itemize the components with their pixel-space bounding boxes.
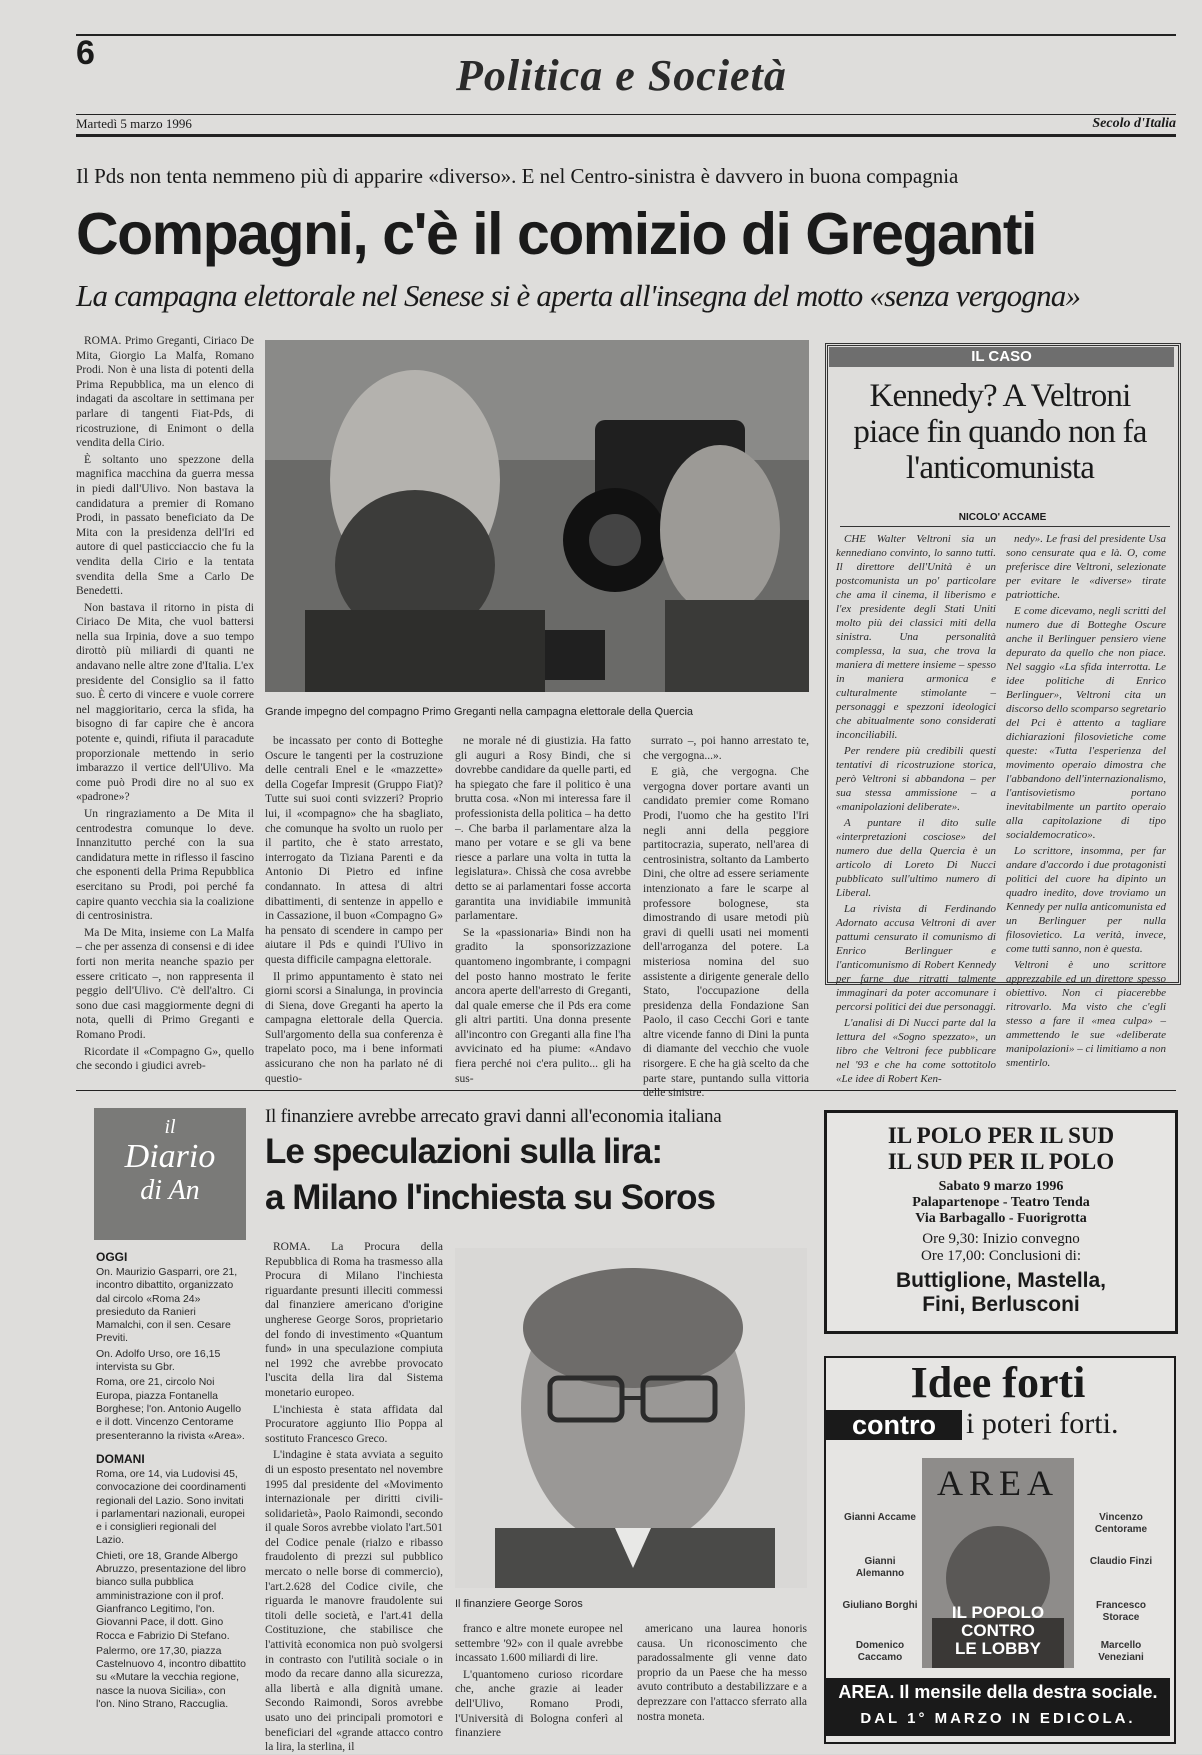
paragraph: La rivista di Ferdinando Adornato accusa Veltroni di aver pattumi censurato il comunismo di Enrico Berlinguer e l'anticomunismo di Robert Kennedy per farne due ritratti talmente immaginari da poter accomunare i percorsi politici dei due personaggi. — [836, 903, 996, 1013]
diario-entry: On. Adolfo Urso, ore 16,15 intervista su Gbr. — [96, 1347, 221, 1374]
paragraph: Se la «passionaria» Bindi non ha gradito la sponsorizzazione quantomeno ingombrante, i compagni del posto hanno mostrato le ferite ancora aperte dell'arresto di Greganti, dal quale emerse che il Pds era come gli altri partiti. Una donna presente all'incontro con Greganti alla fine l'ha avvicinato ed ha piume: «Andavo fiera perché noi c'era pulito... gli ha sus- — [455, 926, 631, 1085]
paragraph: nedy». Le frasi del presidente Usa sono censurate qua e là. O, come preferisce dire Veltroni, selezionate per evitare le «diverse» tirate patriottiche. — [1006, 533, 1166, 601]
lead-col-2 — [265, 734, 443, 1085]
diario-oggi-list — [96, 1266, 246, 1446]
polo-time-1: Ore 9,30: Inizio convegno — [922, 1231, 1080, 1247]
diario-oggi-label: OGGI — [96, 1250, 128, 1264]
paragraph: Ricordate il «Compagno G», quello che secondo i giudici avreb- — [76, 1045, 254, 1073]
paragraph: A puntare il dito sulle «interpretazioni cosciose» del numero due della Quercia è un articolo di Loreto Di Nucci pubblicato sull'ultimo numero di Liberal. — [836, 817, 996, 899]
il-caso-author: NICOLO' ACCAME — [958, 512, 1047, 523]
soros-col-2 — [455, 1622, 623, 1740]
top-rule — [76, 34, 1176, 36]
diario-title-box — [94, 1108, 246, 1240]
area-right-name: Marcello Veneziani — [1098, 1640, 1144, 1663]
lead-col-3 — [455, 734, 631, 1085]
soros-col-1 — [265, 1240, 443, 1754]
area-headline-1: Idee forti — [910, 1358, 1086, 1407]
paragraph: Lo scrittore, insomma, per far andare d'accordo i due protagonisti politici del cuore ha dipinto un quadro inedito, dove troviamo un Kennedy per nulla anticomunista ed un Berlinguer per nulla filosovietico. La verità, invece, come tutti sanno, non è questa. — [1006, 845, 1166, 955]
paragraph: L'indagine è stata avviata a seguito di un esposto presentato nel novembre 1995 dal presidente del «Movimento internazionale per diritti civili-solidarietà», Paolo Raimondi, secondo il quale Soros avrebbe violato l'art.501 del Codice penale (rialzo e ribasso fraudolento di prezzi sul pubblico mercato o nelle borse di commercio), l'art.2.628 del Codice civile, che riguarda le manovre fraudolente sui titoli delle società, e l'art.41 della Costituzione, che stabilisce che l'attività economica non può svolgersi in contrasto con l'utilità sociale o in modo da recare danno alla sicurezza, alla libertà e alla dignità umane. Secondo Raimondi, Soros avrebbe usato uno dei principali promotori e beneficiari del «grande attacco contro la lira, la sterlina, il — [265, 1449, 443, 1754]
paragraph: ROMA. La Procura della Repubblica di Roma ha trasmesso alla Procura di Milano l'inchiesta riguardante presunti illeciti commessi dal finanziere americano d'origine ungherese George Soros, proprietario del fondo di investimento «Quantum fund» in una speculazione compiuta nel 1992 che avrebbe provocato l'uscita della lira dal Sistema monetario europeo. — [265, 1241, 443, 1399]
lead-col-1 — [76, 334, 254, 1073]
issue-date: Martedì 5 marzo 1996 — [76, 116, 192, 131]
page-number: 6 — [76, 34, 95, 72]
il-caso-col-1 — [836, 532, 996, 1085]
area-contro: contro — [826, 1410, 962, 1440]
paragraph: Il primo appuntamento è stato nei giorni scorsi a Sinalunga, in provincia di Siena, dove Greganti ha aperto la campagna elettorale della Quercia. Sull'argomento della sua conferenza è trapelato poco, ma i bene informati assicurano che non ha parlato né di questio- — [265, 970, 443, 1085]
diario-title-di: di An — [140, 1175, 200, 1206]
paragraph: americano una laurea honoris causa. Un riconoscimento che paradossalmente gli venne dato proprio da un Paese che ha messo avuto contributo a destabilizzare e a deprezzare con l'attacco sferrato alla nostra moneta. — [637, 1623, 807, 1723]
area-footer-1: AREA. Il mensile della destra sociale. — [838, 1682, 1158, 1702]
area-right-name: Francesco Storace — [1095, 1600, 1147, 1623]
paper-name: Secolo d'Italia — [1092, 116, 1176, 131]
soros-photo — [455, 1248, 807, 1588]
soros-headline-1: Le speculazioni sulla lira: — [265, 1132, 663, 1171]
section-divider — [76, 1090, 1176, 1091]
paragraph: ROMA. Primo Greganti, Ciriaco De Mita, Giorgio La Malfa, Romano Prodi. Non è una lista di potenti della Prima Repubblica, ma un elenco di indagati da ascoltare in settimana per parlare di tangenti Fiat-Pds, di ricostruzione, di Enimont o della vendita della Cirio. — [76, 335, 254, 450]
paragraph: E come dicevamo, negli scritti del numero due di Botteghe Oscure anche il Berlinguer pensiero viene depurato da quello che non piace. Nel saggio «La sfida interrotta. Le idee politiche di Enrico Berlinguer», Veltroni cita un discorso dello scomparso segretario del Pci è attento a tagliare dichiarazioni filosovietiche come queste: «Tutta l'esperienza del movimento operaio dimostra che l'abbandono dell'internazionalismo, l'antisovietismo portano inevitabilmente un partito operaio alla capitolazione di tipo socialdemocratico». — [1006, 605, 1167, 841]
header-rule-bottom — [76, 134, 1176, 137]
paragraph: surrato –, poi hanno arrestato te, che vergogna...». — [643, 735, 809, 762]
diario-entry: Chieti, ore 18, Grande Albergo Abruzzo, presentazione del libro bianco sulla pubblica amministrazione con il prof. Gianfranco Legitimo, l'on. Giovanni Pace, il dott. Gino Rocca e Fabrizio Di Stefano. — [96, 1549, 247, 1642]
paragraph: Veltroni è uno scrittore apprezzabile ed un direttore spesso obiettivo. Non ci piacerebbe ritrovarlo. Ma visto che c'egli stesso a fare il «mea culpa» – ammettendo le sue «deliberate manipolazioni» – ci limitiamo a non smentirlo. — [1006, 959, 1166, 1069]
polo-line-1: IL POLO PER IL SUD — [887, 1123, 1115, 1148]
diario-entry: Roma, ore 21, circolo Noi Europa, piazza Fontanella Borghese; l'on. Antonio Augello e il dott. Vincenzo Centorame presenteranno la rivista «Area». — [96, 1376, 245, 1442]
soros-headline-2: a Milano l'inchiesta su Soros — [265, 1178, 715, 1217]
lead-kicker: Il Pds non tenta nemmeno più di apparire «diverso». E nel Centro-sinistra è davvero in buona compagnia — [76, 164, 959, 188]
polo-speakers-2: Fini, Berlusconi — [922, 1293, 1080, 1316]
lead-subhead: La campagna elettorale nel Senese si è aperta all'insegna del motto «senza vergogna» — [76, 278, 1081, 313]
paragraph: Non bastava il ritorno in pista di Ciriaco De Mita, che vuol battersi nella sua Irpinia, dove a suo tempo dirottò più miliardi di quanti ne andavano nelle altre zone d'Italia. L'ex presidente del Consiglio sa il fatto suo. È certo di vincere e vuole correre nel maggioritario, cerca la sfida, ha bisogno di far capire che è ancora potente e, quindi, rifiuta il paracadute proporzionale mettendo in serio imbarazzo il vertice dell'Ulivo. Ma come può Prodi dire no al suo ex «padrone»? — [76, 601, 254, 804]
diario-entry: On. Maurizio Gasparri, ore 21, incontro dibattito, organizzato dal circolo «Roma 24» presieduto da Ranieri Mamalchi, con il sen. Cesare Previti. — [96, 1266, 238, 1345]
diario-entry: Palermo, ore 17,30, piazza Castelnuovo 4, incontro dibattito su «Mutare la vecchia regione, nasce la nuova Sicilia», con l'on. Nino Strano, Raccuglia. — [96, 1644, 247, 1711]
paragraph: L'analisi di Di Nucci parte dal la lettura del «Sogno spezzato», un libro che Veltroni fece pubblicare nel '93 e che ha come sottotitolo «Le idee di Robert Ken- — [836, 1017, 996, 1085]
diario-title: Diario — [124, 1138, 216, 1175]
soros-kicker: Il finanziere avrebbe arrecato gravi danni all'economia italiana — [265, 1106, 722, 1127]
paragraph: È soltanto uno spezzone della magnifica macchina da guerra messa in piedi dall'Ulivo. Non bastava la candidatura a premier di Romano Prodi, in passato beneficiato da De Mita con la presidenza dell'Iri ed autore di quel pasticciaccio che fu la vendita della Cirio e la tentata svendita della Sme a Carlo De Benedetti. — [76, 453, 254, 598]
area-magazine-title: AREA — [937, 1463, 1059, 1503]
paragraph: be incassato per conto di Botteghe Oscure le tangenti per la costruzione delle centrali Enel e le «mazzette» della Cogefar Impresit (Gruppo Fiat)? Tutte sui suoi conti svizzeri? Proprio lui, il «compagno» che ha sbagliato, che comunque ha svolto un ruolo per il partito, che è stato arrestato, interrogato da Tiziana Parenti e da Antonio Di Pietro ed infine condannato. In attesa di altri dibattimenti, di sentenze in appello e in Cassazione, il buon «Compagno G» ha pensato di scendere in campo per aiutare il Pds e quindi l'Ulivo in questa difficile campagna elettorale. — [265, 735, 443, 966]
area-right-name: Claudio Finzi — [1089, 1556, 1153, 1567]
diario-title-il: il — [164, 1116, 176, 1138]
section-title: Politica e Società — [456, 51, 787, 100]
paragraph: ne morale né di giustizia. Ha fatto gli auguri a Rosy Bindi, che si dovrebbe candidare da quelle parti, ed ha spiegato che fare il politico è una brutta cosa. «Non mi interessa fare il professionista della politica – ha detto –. Che barba il parlamentare alza la mano per votare e se gli va bene riesce a parlare una volta in tutta la legislatura». Chissà che cosa avrebbe detto se ai parlamentari fosse accorta garantita una invidiabile immunità parlamentare. — [455, 735, 631, 923]
il-caso-divider — [840, 526, 1170, 527]
greganti-photo — [265, 340, 809, 692]
polo-venue-2: Via Barbagallo - Fuorigrotta — [915, 1211, 1087, 1226]
polo-venue-1: Palapartenope - Teatro Tenda — [912, 1195, 1090, 1210]
area-left-name: Giuliano Borghi — [842, 1600, 918, 1611]
il-caso-col-2 — [1006, 532, 1167, 1069]
polo-date: Sabato 9 marzo 1996 — [938, 1179, 1064, 1194]
paragraph: Un ringraziamento a De Mita il centrodestra comunque lo deve. Innanzitutto perché con la sua candidatura mette in riflesso il fascino che esponenti della Prima Repubblica esercitano su Prodi, poi perché fa capire quanto vecchia sia la coalizione di centrosinistra. — [76, 808, 254, 923]
diario-domani-list — [96, 1468, 246, 1740]
paragraph: L'inchiesta è stata affidata dal Procuratore aggiunto Ilio Poppa al sostituto Francesco Greco. — [265, 1403, 443, 1445]
area-left-name: Domenico Caccamo — [855, 1640, 905, 1663]
area-right-name: Vincenzo Centorame — [1094, 1512, 1148, 1535]
area-left-name: Gianni Alemanno — [855, 1556, 905, 1579]
paragraph: Ma De Mita, insieme con La Malfa – che per assenza di consensi e di idee forti non merita neanche spazio per essere criticato –, non rappresenta il peggio dell'Ulivo. C'è dell'altro. Ci sono due casi maggiormente degni di nota, quelli di Primo Greganti e Romano Prodi. — [76, 926, 254, 1041]
il-caso-label: IL CASO — [829, 347, 1174, 367]
il-caso-headline: Kennedy? A Veltroni piace fin quando non fa l'anticomunista — [853, 378, 1147, 486]
area-cover-text-1: IL POPOLO — [951, 1603, 1045, 1622]
area-footer-2: DAL 1° MARZO IN EDICOLA. — [860, 1710, 1136, 1727]
paragraph: CHE Walter Veltroni sia un kennediano convinto, lo sanno tutti. Il direttore dell'Unità è un postcomunista un po' particolare che ama il cinema, il liberismo e l'ex presidente degli Stati Uniti molto più dei classici miti della sinistra. Una personalità complessa, la sua, che trova la maniera di mettere insieme – spesso in maniera armonica e culturalmente stimolante – personaggi e spezzoni ideologici che abitualmente sono considerati inconciliabili. — [836, 533, 996, 741]
area-cover-text-2: CONTRO — [961, 1621, 1035, 1640]
greganti-photo-drawing — [265, 340, 809, 692]
soros-photo-caption: Il finanziere George Soros — [455, 1598, 583, 1610]
lead-col-4 — [643, 734, 809, 1100]
header-rule — [76, 114, 1176, 115]
paragraph: E già, che vergogna. Che vergogna dover portare avanti un candidato premier come Romano Prodi, l'uomo che ha gestito l'Iri negli anni della peggiore partitocrazia, superato, nell'area di centrosinistra, soltanto da Lamberto Dini, che oltre ad essere seriamente intenzionato a fare le scarpe al professore bolognese, sta dimostrando di usare metodi più gravi di quelli usati nei momenti dell'arroganza del potere. La misteriosa nomina del suo assistente a dirigente generale dello Stato, l'occupazione della presidenza della Fondazione San Paolo, il caso Cecchi Gori e tante altre vicende fanno di Dini la punta di diamante del vecchio che vuole risorgere. E che ha già scelto da che parte stare, puntando sulla vittoria delle sinistre. — [643, 766, 809, 1100]
area-magazine-cover — [922, 1458, 1074, 1668]
area-headline-2: i poteri forti. — [966, 1407, 1119, 1440]
diario-entry: Roma, ore 14, via Ludovisi 45, convocazione dei coordinamenti regionali del Lazio. Sono invitati i parlamentari nazionali, europei e i consiglieri regionali del Lazio. — [96, 1468, 247, 1547]
paragraph: franco e altre monete europee nel settembre '92» con il quale avrebbe incassato 1.600 miliardi di lire. — [455, 1623, 623, 1665]
paragraph: Per rendere più credibili questi tentativi di ricostruzione storica, però Veltroni si abbandona – per sua stessa ammissione – a «manipolazioni deliberate». — [836, 745, 996, 813]
paragraph: L'quantomeno curioso ricordare che, anche grazie ai leader dell'Ulivo, Romano Prodi, l'Università di Bologna conferì al finanziere — [455, 1668, 623, 1740]
diario-domani-label: DOMANI — [96, 1452, 145, 1466]
area-left-name: Gianni Accame — [844, 1512, 916, 1523]
area-cover-text-3: LE LOBBY — [955, 1639, 1041, 1658]
polo-speakers-1: Buttiglione, Mastella, — [895, 1269, 1107, 1292]
lead-headline: Compagni, c'è il comizio di Greganti — [76, 201, 1036, 267]
soros-photo-drawing — [455, 1248, 807, 1588]
polo-ad — [824, 1110, 1178, 1334]
soros-col-3 — [637, 1622, 807, 1740]
polo-time-2: Ore 17,00: Conclusioni di: — [921, 1248, 1081, 1264]
greganti-photo-caption: Grande impegno del compagno Primo Greganti nella campagna elettorale della Quercia — [265, 706, 694, 718]
polo-line-2: IL SUD PER IL POLO — [887, 1149, 1115, 1174]
